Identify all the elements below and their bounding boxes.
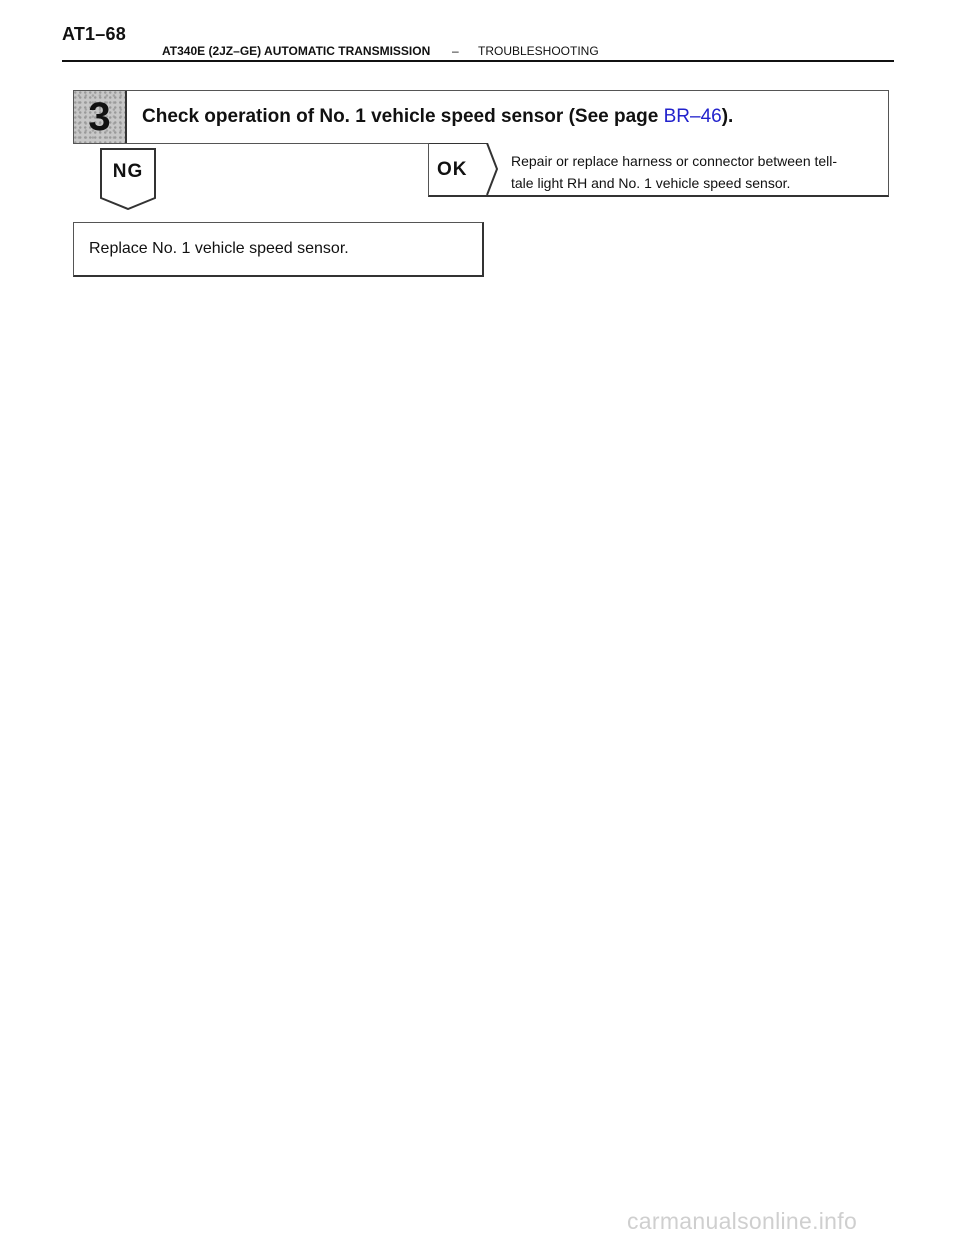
ng-result-text: Replace No. 1 vehicle speed sensor. (89, 240, 349, 257)
header-section: TROUBLESHOOTING (478, 44, 599, 58)
header-rule (62, 60, 894, 62)
step-title (142, 106, 733, 128)
ok-badge (429, 143, 499, 195)
watermark: carmanualsonline.info (627, 1208, 858, 1234)
header-title: AT340E (2JZ–GE) AUTOMATIC TRANSMISSION (162, 44, 431, 58)
step-box (73, 90, 889, 144)
ng-label: NG (112, 161, 144, 182)
ok-result-text (511, 150, 883, 194)
step-number-badge (74, 91, 127, 143)
ok-result-line-2: tale light RH and No. 1 vehicle speed sensor. (511, 175, 791, 191)
step-number: 3 (88, 95, 111, 139)
step-title-text: Check operation of No. 1 vehicle speed sensor (See page (142, 106, 664, 127)
step-title-suffix: ). (721, 106, 734, 127)
page-reference-link[interactable]: BR–46 (663, 106, 722, 127)
page-number: AT1–68 (62, 24, 126, 44)
ng-result-box (73, 222, 484, 277)
ok-result-box (428, 143, 889, 197)
ng-badge (100, 148, 156, 210)
ok-result-line-1: Repair or replace harness or connector between tell- (511, 153, 838, 169)
ok-label: OK (437, 159, 468, 180)
header-separator: – (452, 44, 459, 58)
